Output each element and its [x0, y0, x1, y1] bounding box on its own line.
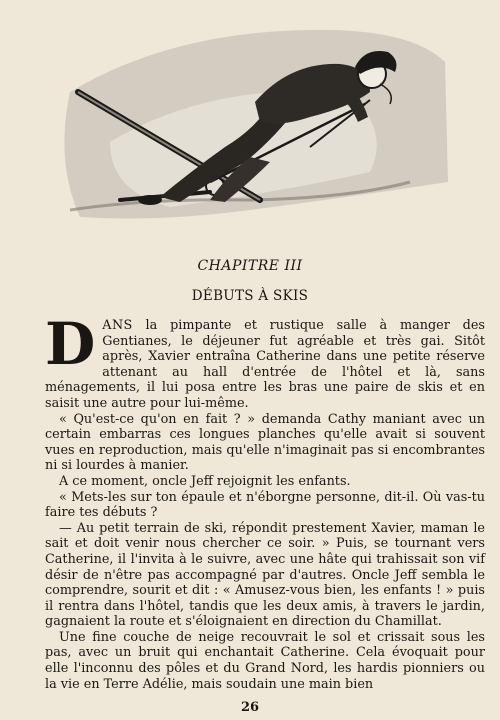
- paragraph-5: — Au petit terrain de ski, répondit prestement Xavier, maman le sait et doit venir nous chercher ce soir. » Puis, se tournant vers Catherine, il l'invita à le suivre, avec une hâte qui trahissait son vif désir de n'être pas accompagné par d'autres. Oncle Jeff sembla le comprendre, sourit et dit : « Amusez-vous bien, les enfants ! » puis il rentra dans l'hôtel, tandis que les deux amis, à travers le jardin, gagnaient la route et s'éloignaient en direction du Chamillat.: [45, 520, 485, 630]
- paragraph-1-text: la pimpante et rustique salle à manger des Gentianes, le déjeuner fut agréable et très gai. Sitôt après, Xavier entraîna Catherine dans une petite réserve attenant au hall d'entrée de l'hôtel et là, sans ménagements, il lui posa entre les bras une paire de skis et en saisit une autre pour lui-même.: [45, 318, 485, 411]
- paragraph-3: A ce moment, oncle Jeff rejoignit les enfants.: [59, 473, 351, 489]
- chapter-title: DÉBUTS À SKIS: [191, 288, 309, 304]
- skier-drawing: [50, 22, 450, 237]
- page-number: 26: [240, 700, 260, 715]
- paragraph-2: « Qu'est-ce qu'on en fait ? » demanda Cathy maniant avec un certain embarras ces longues planches qu'elle avait si souvent vues en reproduction, mais qu'elle n'imaginait pas si encombrantes ni si lourdes à manier.: [45, 411, 485, 474]
- skier-illustration: [50, 22, 450, 237]
- drop-cap: D: [45, 310, 96, 378]
- paragraph-4: « Mets-les sur ton épaule et n'éborgne personne, dit-il. Où vas-tu faire tes débuts ?: [45, 489, 485, 521]
- chapter-label: CHAPITRE III: [197, 258, 303, 274]
- skier-boot: [138, 195, 162, 205]
- opening-smallcaps: ANS: [102, 318, 133, 333]
- paragraph-6: Une fine couche de neige recouvrait le sol et crissait sous les pas, avec un bruit qui enchantait Catherine. Cela évoquait pour elle l'inconnu des pôles et du Grand Nord, les hardis pionniers ou la vie en Terre Adélie, mais soudain une main bien: [45, 629, 485, 692]
- paragraph-1: [45, 310, 485, 412]
- chapter-body: [45, 310, 485, 692]
